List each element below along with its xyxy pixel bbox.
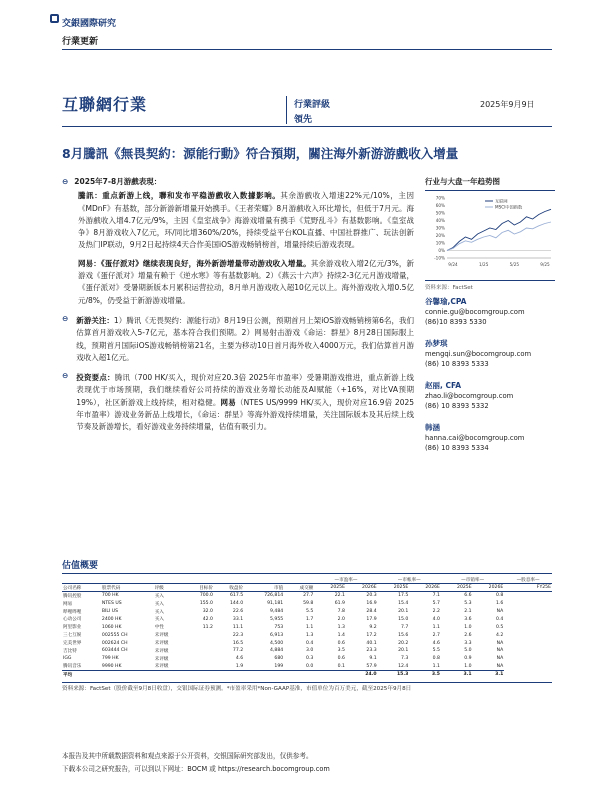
table-cell: IGG: [63, 656, 72, 662]
table-cell: 网易: [63, 601, 73, 607]
table-cell: 腾讯音乐: [63, 664, 82, 670]
chart-title: 行业与大盘一年趋势图: [425, 176, 555, 191]
y-tick-label: 40%: [435, 218, 445, 223]
table-cell: 15.3: [378, 671, 410, 679]
y-tick-label: 70%: [435, 195, 445, 201]
table-column-header: FY25E: [504, 584, 552, 592]
table-cell: 9.1: [369, 656, 377, 662]
table-cell: 4,884: [270, 648, 284, 654]
table-cell: 2.0: [337, 616, 345, 622]
table-cell: 17.5: [398, 593, 409, 599]
table-cell: 1.7: [306, 616, 314, 622]
x-tick-label: 1/25: [478, 262, 489, 267]
table-cell: 阿里影业: [63, 625, 82, 631]
table-cell: 5.5: [432, 648, 440, 654]
analyst-name: 谷馨瑜,CPA: [425, 297, 467, 306]
table-cell: 3.3: [464, 640, 472, 646]
table-cell: 22.6: [232, 609, 244, 614]
new-games-lead: 新游关注：: [76, 315, 114, 325]
table-cell: 0.9: [464, 656, 472, 662]
table-row: [62, 592, 552, 600]
analyst-email[interactable]: mengqi.sun@bocomgroup.com: [425, 350, 532, 358]
table-cell: 买入: [154, 601, 164, 607]
table-cell: [184, 663, 214, 671]
table-cell: 1.1: [432, 624, 440, 630]
table-cell: 155.0: [199, 601, 213, 607]
x-tick-label: 9/24: [448, 262, 458, 267]
analyst-name: 韩涵: [425, 423, 440, 432]
y-tick-label: 20%: [435, 233, 445, 238]
bullet-icon: ⊖: [62, 313, 69, 323]
table-cell: 5.0: [464, 648, 472, 654]
table-cell: 5.7: [432, 601, 440, 607]
table-cell: 40.1: [366, 640, 377, 646]
table-column-header: 2026E: [409, 584, 441, 592]
table-cell: NA: [496, 648, 504, 654]
new-games-text: 1）腾讯《无畏契约：源能行动》8月19日公测，预期首月上架iOS游戏畅销榜第6名，我们估算首月游戏收入5-7亿元，基本符合我们预期。2）网易射击游戏《命运：群星》8月28日国际服上线，预期首月国际iOS游戏畅销榜第21名，主要为移动10日首月海外收入4000万元，我们估算首月游戏收入超1亿元。: [76, 315, 414, 362]
table-cell: 12.4: [398, 663, 409, 669]
bullet-icon: ⊖: [62, 371, 69, 381]
bullet-icon: ⊖: [62, 177, 69, 186]
new-games-paragraph: [76, 315, 414, 364]
table-cell: 2400 HK: [101, 616, 122, 622]
report-headline: 8月騰訊《無畏契約：源能行動》符合預期，關注海外新游游戲收入增量: [62, 146, 459, 161]
table-cell: 未评级: [154, 633, 169, 639]
section-investment: [62, 370, 414, 433]
analyst-phone: (86) 10 8393 5334: [425, 444, 489, 452]
table-group-header: —股息率—: [504, 576, 552, 584]
table-cell: 603444 CH: [101, 648, 128, 654]
table-cell: 4,500: [270, 640, 284, 646]
table-cell: 1.9: [235, 663, 244, 669]
table-cell: 20.1: [398, 648, 409, 654]
table-cell: [314, 671, 346, 679]
analyst-name: 孙梦琪: [425, 339, 448, 348]
table-row: [62, 655, 552, 663]
table-cell: 9.2: [369, 624, 377, 630]
section-performance: [62, 176, 414, 307]
analyst-email[interactable]: zhao.li@bocomgroup.com: [425, 392, 514, 400]
table-cell: 15.6: [398, 632, 409, 638]
table-cell: 4.6: [432, 640, 440, 646]
industry-title: 互聯網行業: [62, 95, 148, 114]
rating-label: 行業評級: [294, 100, 331, 110]
table-cell: 1.6: [495, 601, 504, 607]
table-cell: 6,913: [270, 632, 284, 638]
table-column-header: 成交额: [284, 584, 314, 592]
valuation-table: [62, 576, 552, 679]
table-column-header: 股票代码: [101, 584, 154, 592]
valuation-summary: [62, 558, 552, 693]
table-column-header: 2025E: [314, 584, 346, 592]
netease-paragraph: [78, 258, 414, 307]
tencent-text: 其余游戲收入增速22%元/10%，主因《MDnF》有基数，部分新游新增量开始携手。《王者荣耀》8月游戲收入环比增长，但低于7月元。海外游戲收入增4.7亿元/9%，主因《皇室战争》海游戏增量有携手《荒野乱斗》有基数影响。《皇室战争》8月游戏收入7亿元，环/同比增360%/20%，持续受益平台KOL直播、中国社群推广、玩法创新及热门IP联动，9月2日起持续4天合作美国iOS游戏畅销榜首，增量持续后游戏表现。: [78, 191, 414, 250]
table-cell: 33.1: [232, 616, 244, 622]
section-title-row: [62, 176, 414, 188]
analyst-phone: (86) 10 8393 5332: [425, 402, 489, 410]
y-tick-label: 50%: [435, 210, 445, 216]
table-group-header: [62, 576, 314, 584]
table-cell: 买入: [154, 593, 164, 599]
analyst-block: [425, 423, 555, 453]
table-cell: 3.1: [473, 671, 505, 679]
table-cell: 700 HK: [101, 593, 119, 599]
analyst-phone: (86) 10 8393 5333: [425, 360, 489, 368]
brand-logo-icon: [50, 14, 59, 23]
table-cell: 17.9: [366, 616, 377, 622]
table-row: [62, 647, 552, 655]
table-cell: 17.2: [366, 632, 377, 638]
table-cell: 4.0: [432, 616, 440, 622]
table-cell: NA: [496, 640, 504, 646]
table-cell: 199: [274, 663, 284, 669]
table-cell: 5.5: [306, 609, 314, 614]
tencent-paragraph: [78, 190, 414, 251]
table-cell: 20.3: [366, 593, 377, 599]
table-cell: 3.0: [306, 648, 314, 654]
table-cell: [184, 639, 214, 647]
table-cell: 哔哩哔哩: [63, 609, 82, 615]
analyst-email[interactable]: hanna.cai@bocomgroup.com: [425, 434, 525, 442]
table-cell: 腾讯控股: [63, 593, 82, 599]
table-cell: 吉比特: [63, 648, 77, 654]
table-cell: 32.0: [202, 609, 213, 614]
rating-value: 領先: [294, 115, 313, 125]
table-cell: 未评级: [154, 664, 169, 670]
legend-label: MSCI中国指数: [495, 204, 523, 210]
table-cell: 0.4: [495, 616, 504, 622]
table-cell: 753: [274, 624, 284, 630]
table-cell: 4.6: [235, 656, 244, 662]
table-cell: 1.4: [337, 632, 345, 638]
table-cell: 三七互娱: [63, 633, 82, 639]
table-column-header: 2025E: [441, 584, 473, 592]
table-cell: 3.5: [337, 648, 345, 654]
publish-date: 2025年9月9日: [480, 100, 535, 109]
netease-text: 其余游戏收入增2亿元/3%，新游戏《蛋仔派对》增量有赖于《逆水寒》等有基数影响。2）《燕云十六声》持续2-3亿元月游戏增量，《蛋仔派对》受暑期新版本月累积运营拉动，8月单月游戏收入超10亿元以上。海外游戏收入增0.5亿元/8%，仍受益于新游游戏增量。: [78, 258, 414, 305]
analyst-name: 赵丽, CFA: [425, 381, 462, 390]
report-type: 行業更新: [62, 37, 99, 47]
table-row: [62, 663, 552, 671]
analyst-block: [425, 339, 555, 369]
table-cell: NA: [496, 656, 504, 662]
table-cell: 3.5: [409, 671, 441, 679]
table-cell: 1.3: [337, 624, 345, 630]
table-row: [62, 608, 552, 616]
summary-source: 资料来源：FactSet（股价截至9月8日收盘），交银国际证券预测。*市盈率采用*Non-GAAP基准，市值单位为百万美元，截至2025年9月8日: [62, 682, 552, 693]
table-cell: 0.6: [337, 640, 345, 646]
table-cell: 0.1: [337, 663, 345, 669]
table-cell: 15.4: [398, 601, 409, 607]
table-row: [62, 600, 552, 608]
table-cell: 0.0: [306, 663, 314, 669]
table-cell: 61.9: [334, 601, 345, 607]
table-header-group-row: [62, 576, 552, 584]
table-header-row: [62, 584, 552, 592]
table-cell: 9,484: [270, 609, 284, 614]
table-row: [62, 615, 552, 623]
table-cell: 1.0: [464, 624, 472, 630]
table-cell: 4.2: [495, 632, 504, 638]
investment-text-a: 腾讯（700 HK/买入，现价对应20.3倍 2025年市盈率）受暑期游戏推进，重点新游上线表现优于市场预期，我们继续看好公司持续的游戏业务增长动能及AI赋能（+16%，对比VA预期19%），社区新游戏上线持续，相对稳健。: [76, 373, 415, 407]
section-new-games: [62, 313, 414, 364]
table-cell: 11.1: [232, 624, 244, 630]
investment-lead: 投资要点：: [76, 373, 115, 383]
table-cell: 22.1: [334, 593, 345, 599]
table-cell: [101, 671, 154, 679]
table-cell: [154, 671, 184, 679]
table-cell: 5.3: [464, 601, 472, 607]
table-cell: 3.1: [441, 671, 473, 679]
table-cell: 未评级: [154, 648, 169, 654]
y-tick-label: 30%: [435, 225, 445, 231]
table-cell: 27.7: [303, 593, 314, 599]
table-cell: NA: [496, 609, 504, 614]
table-cell: 77.2: [232, 648, 244, 654]
table-cell: 7.3: [400, 656, 409, 662]
analyst-block: [425, 381, 555, 411]
table-cell: 23.3: [366, 648, 377, 654]
table-cell: [184, 631, 214, 639]
series-line: [447, 209, 551, 250]
table-cell: [184, 671, 214, 679]
table-cell: 42.0: [202, 616, 213, 622]
section-title: 2025年7-8月游戲表現：: [74, 177, 162, 186]
table-cell: [284, 671, 314, 679]
table-row: [62, 639, 552, 647]
table-column-header: 2026E: [473, 584, 505, 592]
table-cell: 买入: [154, 609, 164, 615]
top-divider: [62, 49, 552, 50]
footer-link[interactable]: 下载本公司之研究报告，可以到以下网址：BOCM 或 https://research.bocomgroup.com: [62, 765, 330, 773]
table-cell: 59.8: [303, 601, 314, 607]
table-row: [62, 631, 552, 639]
table-cell: 2.6: [464, 632, 472, 638]
table-column-header: 公司名称: [62, 584, 101, 592]
main-content: [62, 176, 414, 440]
table-cell: 1.1: [432, 663, 440, 669]
table-cell: 680: [274, 656, 284, 662]
table-cell: 1.1: [306, 624, 314, 630]
table-cell: 0.8: [432, 656, 440, 662]
table-cell: 16.5: [232, 640, 244, 646]
table-average-row: [62, 671, 552, 679]
table-cell: 700.0: [199, 593, 213, 599]
investment-paragraph: [76, 372, 414, 433]
investment-text-b: （NTES US/9999 HK/买入，现价对应16.9倍 2025年市盈率）游戏业务新品上线增长，《命运：群星》等海外游戏持续增量，关注国际版本及其后续上线节奏及新游增长，看好游戏业务持续增量，估值有吸引力。: [76, 397, 415, 432]
table-cell: 未评级: [154, 656, 169, 662]
table-cell: 91,181: [267, 601, 284, 607]
header-divider: [62, 126, 552, 127]
header-separator: [286, 96, 287, 124]
table-cell: 心动公司: [63, 617, 82, 623]
table-row: [62, 623, 552, 631]
table-cell: 6.6: [464, 593, 472, 599]
x-tick-label: 9/25: [540, 262, 550, 267]
brand-name: 交銀國際研究: [62, 19, 117, 29]
trend-chart: [425, 194, 555, 274]
table-group-header: —市盈率—: [314, 576, 377, 584]
y-tick-label: 10%: [435, 240, 445, 246]
table-column-header: 市值: [244, 584, 284, 592]
table-cell: 2.2: [432, 609, 440, 614]
chart-source: 资料来源：FactSet: [425, 280, 555, 291]
table-cell: 0.5: [495, 624, 504, 630]
table-cell: 726,814: [264, 593, 284, 599]
table-cell: 未评级: [154, 641, 169, 647]
table-cell: 1.0: [464, 663, 472, 669]
table-cell: 617.5: [229, 593, 244, 599]
table-cell: 002555 CH: [101, 632, 128, 638]
table-cell: 0.8: [495, 593, 504, 599]
table-cell: 2.7: [432, 632, 440, 638]
table-cell: 0.4: [306, 640, 314, 646]
table-cell: [184, 655, 214, 663]
table-column-header: 评级: [154, 584, 184, 592]
analyst-email[interactable]: connie.gu@bocomgroup.com: [425, 308, 525, 316]
table-group-header: —市帐率—: [378, 576, 441, 584]
table-cell: 9990 HK: [101, 663, 122, 669]
table-cell: 57.9: [366, 663, 377, 669]
table-cell: 7.7: [400, 624, 409, 630]
table-cell: [184, 647, 214, 655]
table-cell: NTES US: [101, 601, 122, 607]
table-cell: 16.9: [366, 601, 377, 607]
table-cell: 002624 CH: [101, 640, 128, 646]
analyst-phone: (86)10 8393 5330: [425, 318, 487, 326]
table-group-header: —市销率—: [441, 576, 504, 584]
table-column-header: 2026E: [346, 584, 378, 592]
table-cell: 20.2: [398, 640, 409, 646]
table-cell: NA: [496, 663, 504, 669]
table-cell: 1060 HK: [101, 624, 122, 630]
y-tick-label: 60%: [435, 203, 445, 208]
table-cell: 7.1: [432, 593, 440, 599]
table-cell: 15.0: [398, 616, 409, 622]
table-cell: 3.6: [464, 616, 472, 622]
legend-label: 互联网: [495, 198, 508, 204]
table-column-header: 目标价: [184, 584, 214, 592]
footer: [62, 750, 552, 776]
y-tick-label: -10%: [434, 255, 445, 261]
table-cell: BILI US: [101, 609, 119, 614]
table-cell: 0.3: [306, 656, 314, 662]
table-cell: 22.3: [232, 632, 244, 638]
summary-title: 估值概要: [62, 558, 552, 574]
table-cell: 11.2: [202, 624, 213, 630]
table-column-header: 2025E: [378, 584, 410, 592]
table-cell: 完美世界: [63, 641, 82, 647]
analyst-block: [425, 297, 555, 327]
table-column-header: 收盘价: [214, 584, 244, 592]
netease-lead: 网易：《蛋仔派对》继续表现良好，海外新游增量带动游戏收入增量。: [78, 258, 311, 268]
footer-disclaimer: 本报告及其中所载数据资料和观点来源于公开资料，交银国际研究部发出，仅供参考。: [62, 752, 313, 760]
sidebar: [425, 176, 555, 453]
table-cell: 144.0: [229, 601, 244, 607]
table-cell: 买入: [154, 617, 164, 623]
table-cell: 1.3: [306, 632, 314, 638]
table-cell: 0.6: [337, 656, 345, 662]
table-body: [62, 592, 552, 679]
table-cell: [244, 671, 284, 679]
table-cell: 24.0: [346, 671, 378, 679]
table-cell: 799 HK: [101, 656, 119, 662]
x-tick-label: 5/25: [509, 262, 520, 267]
investment-netease: 网易: [220, 397, 236, 407]
table-cell: 5,955: [270, 616, 284, 622]
tencent-lead: 騰訊：重点新游上线，聯和发布平稳游戲收入数據影响。: [78, 191, 281, 201]
table-cell: 20.1: [398, 609, 409, 614]
table-cell: 2.1: [464, 609, 472, 614]
table-cell: 7.8: [337, 609, 345, 614]
y-tick-label: 0%: [438, 248, 445, 253]
table-cell: 平均: [62, 671, 101, 679]
table-cell: [214, 671, 244, 679]
table-cell: 中性: [154, 625, 164, 631]
table-cell: 28.4: [366, 609, 377, 614]
